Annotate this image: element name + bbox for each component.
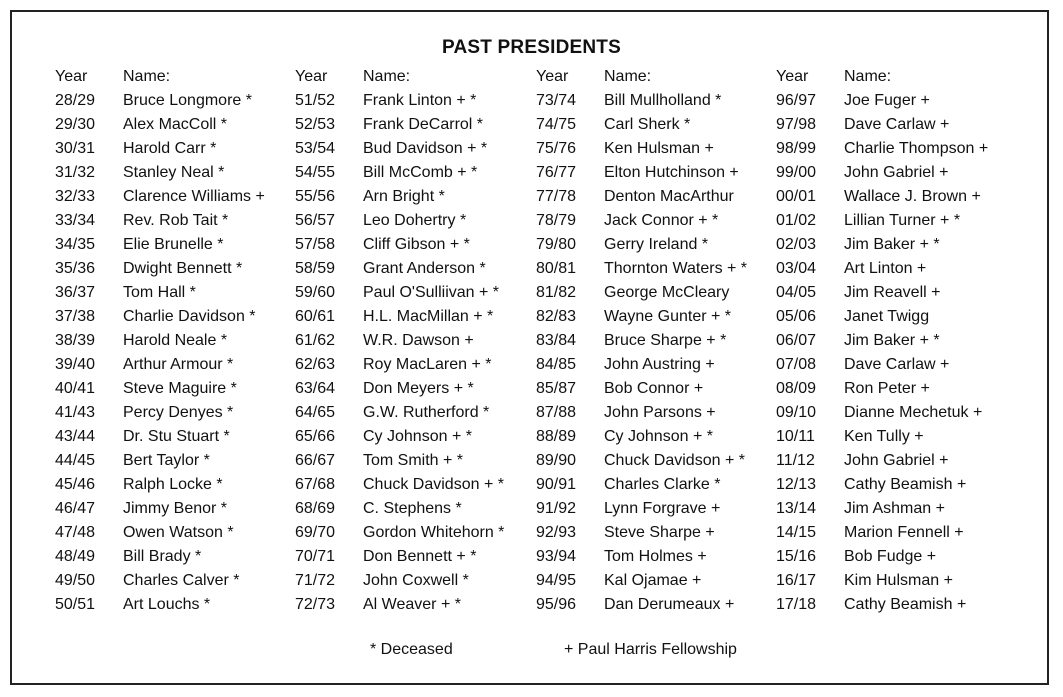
term-year: 34/35 xyxy=(55,236,96,253)
term-year: 05/06 xyxy=(776,308,817,325)
president-name: C. Stephens * xyxy=(363,500,462,517)
term-year: 63/64 xyxy=(295,380,336,397)
president-name: Dave Carlaw + xyxy=(844,356,950,373)
president-name: W.R. Dawson + xyxy=(363,332,474,349)
president-name: Grant Anderson * xyxy=(363,260,486,277)
president-name: John Parsons + xyxy=(604,404,716,421)
term-year: 55/56 xyxy=(295,188,336,205)
term-year: 41/43 xyxy=(55,404,96,421)
president-name: Denton MacArthur xyxy=(604,188,734,205)
term-year: 48/49 xyxy=(55,548,96,565)
president-name: Steve Maguire * xyxy=(123,380,237,397)
term-year: 59/60 xyxy=(295,284,336,301)
term-year: 53/54 xyxy=(295,140,336,157)
president-name: Thornton Waters + * xyxy=(604,260,748,277)
term-year: 97/98 xyxy=(776,116,817,133)
term-year: 28/29 xyxy=(55,92,96,109)
term-year: 79/80 xyxy=(536,236,577,253)
term-year: 39/40 xyxy=(55,356,96,373)
president-name: Don Bennett + * xyxy=(363,548,477,565)
president-name: Carl Sherk * xyxy=(604,116,691,133)
term-year: 12/13 xyxy=(776,476,817,493)
term-year: 76/77 xyxy=(536,164,577,181)
president-name: Dave Carlaw + xyxy=(844,116,950,133)
term-year: 64/65 xyxy=(295,404,336,421)
term-year: 73/74 xyxy=(536,92,577,109)
year-header: Year xyxy=(776,68,809,85)
president-name: Bruce Longmore * xyxy=(123,92,252,109)
president-name: Kim Hulsman + xyxy=(844,572,953,589)
president-name: Leo Dohertry * xyxy=(363,212,467,229)
year-header: Year xyxy=(295,68,328,85)
term-year: 32/33 xyxy=(55,188,96,205)
president-name: Charles Clarke * xyxy=(604,476,721,493)
president-name: Cliff Gibson + * xyxy=(363,236,470,253)
term-year: 51/52 xyxy=(295,92,336,109)
term-year: 89/90 xyxy=(536,452,577,469)
president-name: Stanley Neal * xyxy=(123,164,225,181)
term-year: 81/82 xyxy=(536,284,577,301)
term-year: 00/01 xyxy=(776,188,817,205)
term-year: 95/96 xyxy=(536,596,577,613)
term-year: 77/78 xyxy=(536,188,577,205)
term-year: 90/91 xyxy=(536,476,577,493)
term-year: 45/46 xyxy=(55,476,96,493)
president-name: Harold Neale * xyxy=(123,332,228,349)
president-name: Elie Brunelle * xyxy=(123,236,224,253)
president-name: Charles Calver * xyxy=(123,572,240,589)
term-year: 98/99 xyxy=(776,140,817,157)
president-name: Percy Denyes * xyxy=(123,404,234,421)
term-year: 40/41 xyxy=(55,380,96,397)
term-year: 06/07 xyxy=(776,332,817,349)
legend-deceased: * Deceased xyxy=(370,641,453,658)
page-title: PAST PRESIDENTS xyxy=(442,37,621,58)
president-name: Rev. Rob Tait * xyxy=(123,212,229,229)
president-name: Gordon Whitehorn * xyxy=(363,524,505,541)
term-year: 80/81 xyxy=(536,260,577,277)
president-name: Clarence Williams + xyxy=(123,188,265,205)
president-name: Art Louchs * xyxy=(123,596,211,613)
president-name: Chuck Davidson + * xyxy=(363,476,504,493)
president-name: Lillian Turner + * xyxy=(844,212,961,229)
term-year: 87/88 xyxy=(536,404,577,421)
president-name: Tom Smith + * xyxy=(363,452,464,469)
president-name: Bob Connor + xyxy=(604,380,704,397)
term-year: 14/15 xyxy=(776,524,817,541)
president-name: Dwight Bennett * xyxy=(123,260,243,277)
term-year: 08/09 xyxy=(776,380,817,397)
term-year: 02/03 xyxy=(776,236,817,253)
president-name: Harold Carr * xyxy=(123,140,217,157)
term-year: 04/05 xyxy=(776,284,817,301)
term-year: 49/50 xyxy=(55,572,96,589)
president-name: Jimmy Benor * xyxy=(123,500,228,517)
president-name: Steve Sharpe + xyxy=(604,524,715,541)
term-year: 65/66 xyxy=(295,428,336,445)
term-year: 68/69 xyxy=(295,500,336,517)
president-name: Al Weaver + * xyxy=(363,596,461,613)
term-year: 09/10 xyxy=(776,404,817,421)
term-year: 62/63 xyxy=(295,356,336,373)
president-name: Jim Ashman + xyxy=(844,500,945,517)
president-name: Bud Davidson + * xyxy=(363,140,488,157)
term-year: 88/89 xyxy=(536,428,577,445)
president-name: Bruce Sharpe + * xyxy=(604,332,727,349)
term-year: 16/17 xyxy=(776,572,817,589)
president-name: Don Meyers + * xyxy=(363,380,474,397)
term-year: 35/36 xyxy=(55,260,96,277)
president-name: Lynn Forgrave + xyxy=(604,500,721,517)
president-name: John Gabriel + xyxy=(844,452,949,469)
term-year: 72/73 xyxy=(295,596,336,613)
term-year: 70/71 xyxy=(295,548,336,565)
president-name: Chuck Davidson + * xyxy=(604,452,745,469)
term-year: 44/45 xyxy=(55,452,96,469)
name-header: Name: xyxy=(844,68,892,85)
president-name: John Austring + xyxy=(604,356,715,373)
president-name: Tom Holmes + xyxy=(604,548,707,565)
president-name: Roy MacLaren + * xyxy=(363,356,492,373)
term-year: 92/93 xyxy=(536,524,577,541)
term-year: 54/55 xyxy=(295,164,336,181)
term-year: 84/85 xyxy=(536,356,577,373)
president-name: George McCleary xyxy=(604,284,730,301)
legend-fellowship: + Paul Harris Fellowship xyxy=(564,641,737,658)
term-year: 30/31 xyxy=(55,140,96,157)
president-name: Marion Fennell + xyxy=(844,524,964,541)
term-year: 01/02 xyxy=(776,212,817,229)
name-header: Name: xyxy=(123,68,171,85)
term-year: 57/58 xyxy=(295,236,336,253)
president-name: Frank Linton + * xyxy=(363,92,477,109)
president-name: Gerry Ireland * xyxy=(604,236,709,253)
president-name: Alex MacColl * xyxy=(123,116,228,133)
president-name: Ken Tully + xyxy=(844,428,924,445)
president-name: Cathy Beamish + xyxy=(844,596,967,613)
term-year: 37/38 xyxy=(55,308,96,325)
term-year: 56/57 xyxy=(295,212,336,229)
term-year: 11/12 xyxy=(776,452,815,469)
term-year: 46/47 xyxy=(55,500,96,517)
term-year: 67/68 xyxy=(295,476,336,493)
president-name: Wayne Gunter + * xyxy=(604,308,732,325)
president-name: Bob Fudge + xyxy=(844,548,937,565)
president-name: Bert Taylor * xyxy=(123,452,210,469)
term-year: 60/61 xyxy=(295,308,336,325)
president-name: Tom Hall * xyxy=(123,284,196,301)
term-year: 71/72 xyxy=(295,572,336,589)
term-year: 10/11 xyxy=(776,428,815,445)
president-name: Arthur Armour * xyxy=(123,356,234,373)
president-name: Cy Johnson + * xyxy=(363,428,472,445)
president-name: Charlie Davidson * xyxy=(123,308,256,325)
president-name: Janet Twigg xyxy=(844,308,930,325)
year-header: Year xyxy=(55,68,88,85)
term-year: 85/87 xyxy=(536,380,577,397)
president-name: Charlie Thompson + xyxy=(844,140,989,157)
term-year: 58/59 xyxy=(295,260,336,277)
term-year: 52/53 xyxy=(295,116,336,133)
president-name: Paul O'Sulliivan + * xyxy=(363,284,500,301)
term-year: 83/84 xyxy=(536,332,577,349)
president-name: Dan Derumeaux + xyxy=(604,596,735,613)
term-year: 91/92 xyxy=(536,500,577,517)
term-year: 17/18 xyxy=(776,596,817,613)
president-name: Jim Reavell + xyxy=(844,284,941,301)
term-year: 66/67 xyxy=(295,452,336,469)
term-year: 07/08 xyxy=(776,356,817,373)
president-name: Jack Connor + * xyxy=(604,212,719,229)
term-year: 15/16 xyxy=(776,548,817,565)
president-name: Ralph Locke * xyxy=(123,476,223,493)
term-year: 13/14 xyxy=(776,500,817,517)
year-header: Year xyxy=(536,68,569,85)
president-name: Kal Ojamae + xyxy=(604,572,702,589)
term-year: 31/32 xyxy=(55,164,96,181)
president-name: Ken Hulsman + xyxy=(604,140,714,157)
term-year: 33/34 xyxy=(55,212,96,229)
term-year: 99/00 xyxy=(776,164,817,181)
president-name: Owen Watson * xyxy=(123,524,234,541)
term-year: 36/37 xyxy=(55,284,96,301)
president-name: Bill Brady * xyxy=(123,548,202,565)
term-year: 69/70 xyxy=(295,524,336,541)
president-name: G.W. Rutherford * xyxy=(363,404,490,421)
president-name: Arn Bright * xyxy=(363,188,445,205)
term-year: 38/39 xyxy=(55,332,96,349)
president-name: Elton Hutchinson + xyxy=(604,164,739,181)
president-name: Frank DeCarrol * xyxy=(363,116,484,133)
term-year: 47/48 xyxy=(55,524,96,541)
term-year: 78/79 xyxy=(536,212,577,229)
president-name: Cy Johnson + * xyxy=(604,428,713,445)
term-year: 61/62 xyxy=(295,332,336,349)
president-name: Joe Fuger + xyxy=(844,92,930,109)
president-name: John Coxwell * xyxy=(363,572,469,589)
name-header: Name: xyxy=(604,68,652,85)
president-name: Art Linton + xyxy=(844,260,927,277)
president-name: Jim Baker + * xyxy=(844,236,940,253)
name-header: Name: xyxy=(363,68,411,85)
president-name: Dr. Stu Stuart * xyxy=(123,428,230,445)
president-name: Bill Mullholland * xyxy=(604,92,722,109)
term-year: 74/75 xyxy=(536,116,577,133)
president-name: Ron Peter + xyxy=(844,380,930,397)
president-name: John Gabriel + xyxy=(844,164,949,181)
president-name: Jim Baker + * xyxy=(844,332,940,349)
term-year: 82/83 xyxy=(536,308,577,325)
term-year: 50/51 xyxy=(55,596,96,613)
president-name: Wallace J. Brown + xyxy=(844,188,981,205)
term-year: 29/30 xyxy=(55,116,96,133)
term-year: 03/04 xyxy=(776,260,817,277)
president-name: Dianne Mechetuk + xyxy=(844,404,983,421)
president-name: Cathy Beamish + xyxy=(844,476,967,493)
president-name: H.L. MacMillan + * xyxy=(363,308,494,325)
term-year: 93/94 xyxy=(536,548,577,565)
term-year: 94/95 xyxy=(536,572,577,589)
term-year: 43/44 xyxy=(55,428,96,445)
term-year: 75/76 xyxy=(536,140,577,157)
president-name: Bill McComb + * xyxy=(363,164,478,181)
term-year: 96/97 xyxy=(776,92,817,109)
